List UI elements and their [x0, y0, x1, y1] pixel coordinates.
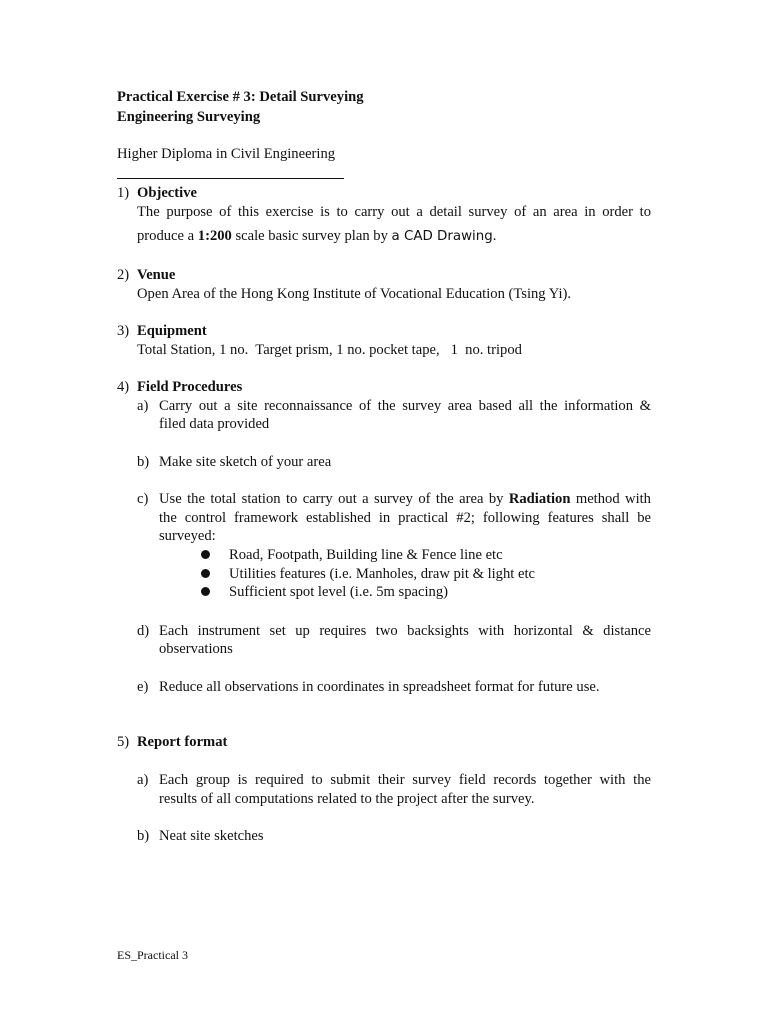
objective-line-1: The purpose of this exercise is to carry out a detail survey of an area in order to — [137, 204, 651, 220]
item-text: Reduce all observations in coordinates in spreadsheet format for future use. — [159, 679, 600, 695]
item-text: Make site sketch of your area — [159, 454, 332, 470]
item-label: a) — [137, 398, 149, 414]
bullet-dot-icon — [201, 587, 210, 596]
item-text: Carry out a site reconnaissance of the survey area based all the information & — [159, 398, 651, 414]
programme-name: Higher Diploma in Civil Engineering — [117, 146, 336, 162]
header-divider — [117, 178, 344, 179]
item-label: c) — [137, 491, 149, 507]
item-label: a) — [137, 772, 149, 788]
objective-line-2 — [137, 227, 651, 246]
section-number: 5) — [117, 734, 130, 750]
section-number: 3) — [117, 323, 130, 339]
objective-text: produce a — [137, 228, 198, 244]
page-title: Practical Exercise # 3: Detail Surveying — [117, 89, 364, 105]
map-scale: 1:200 — [197, 228, 232, 244]
objective-text: . — [492, 228, 497, 244]
item-text-part: method with — [570, 491, 651, 507]
item-label: e) — [137, 679, 149, 695]
item-text: Neat site sketches — [159, 828, 264, 844]
bullet-dot-icon — [201, 550, 210, 559]
item-text-part: Use the total station to carry out a survey of the area by — [159, 491, 509, 507]
section-title: Report format — [137, 734, 228, 750]
section-title: Venue — [137, 267, 176, 283]
section-title: Equipment — [137, 323, 207, 339]
course-title: Engineering Surveying — [117, 109, 261, 125]
item-text: Each instrument set up requires two backsights with horizontal & distance — [159, 623, 651, 639]
bullet-dot-icon — [201, 569, 210, 578]
item-text: surveyed: — [159, 528, 216, 544]
item-text: filed data provided — [159, 416, 270, 432]
section-title: Field Procedures — [137, 379, 243, 395]
section-number: 1) — [117, 185, 130, 201]
item-text: the control framework established in practical #2; following features shall be — [159, 510, 651, 526]
bullet-text: Sufficient spot level (i.e. 5m spacing) — [229, 584, 448, 600]
page-footer: ES_Practical 3 — [117, 948, 188, 962]
item-text: results of all computations related to the project after the survey. — [159, 791, 535, 807]
item-label: b) — [137, 454, 150, 470]
method-name: Radiation — [508, 491, 571, 507]
section-title: Objective — [137, 185, 197, 201]
item-text: Each group is required to submit their survey field records together with the — [159, 772, 651, 788]
item-text: observations — [159, 641, 233, 657]
item-label: d) — [137, 623, 150, 639]
bullet-text: Utilities features (i.e. Manholes, draw pit & light etc — [229, 566, 535, 582]
item-text — [159, 490, 651, 508]
objective-text: scale basic survey plan by — [231, 228, 392, 244]
equipment-text: Total Station, 1 no. Target prism, 1 no. pocket tape, 1 no. tripod — [137, 342, 522, 358]
bullet-text: Road, Footpath, Building line & Fence line etc — [229, 547, 503, 563]
section-number: 2) — [117, 267, 130, 283]
venue-text: Open Area of the Hong Kong Institute of Vocational Education (Tsing Yi). — [137, 286, 572, 302]
section-number: 4) — [117, 379, 130, 395]
item-label: b) — [137, 828, 150, 844]
objective-output: a CAD Drawing — [391, 229, 493, 244]
